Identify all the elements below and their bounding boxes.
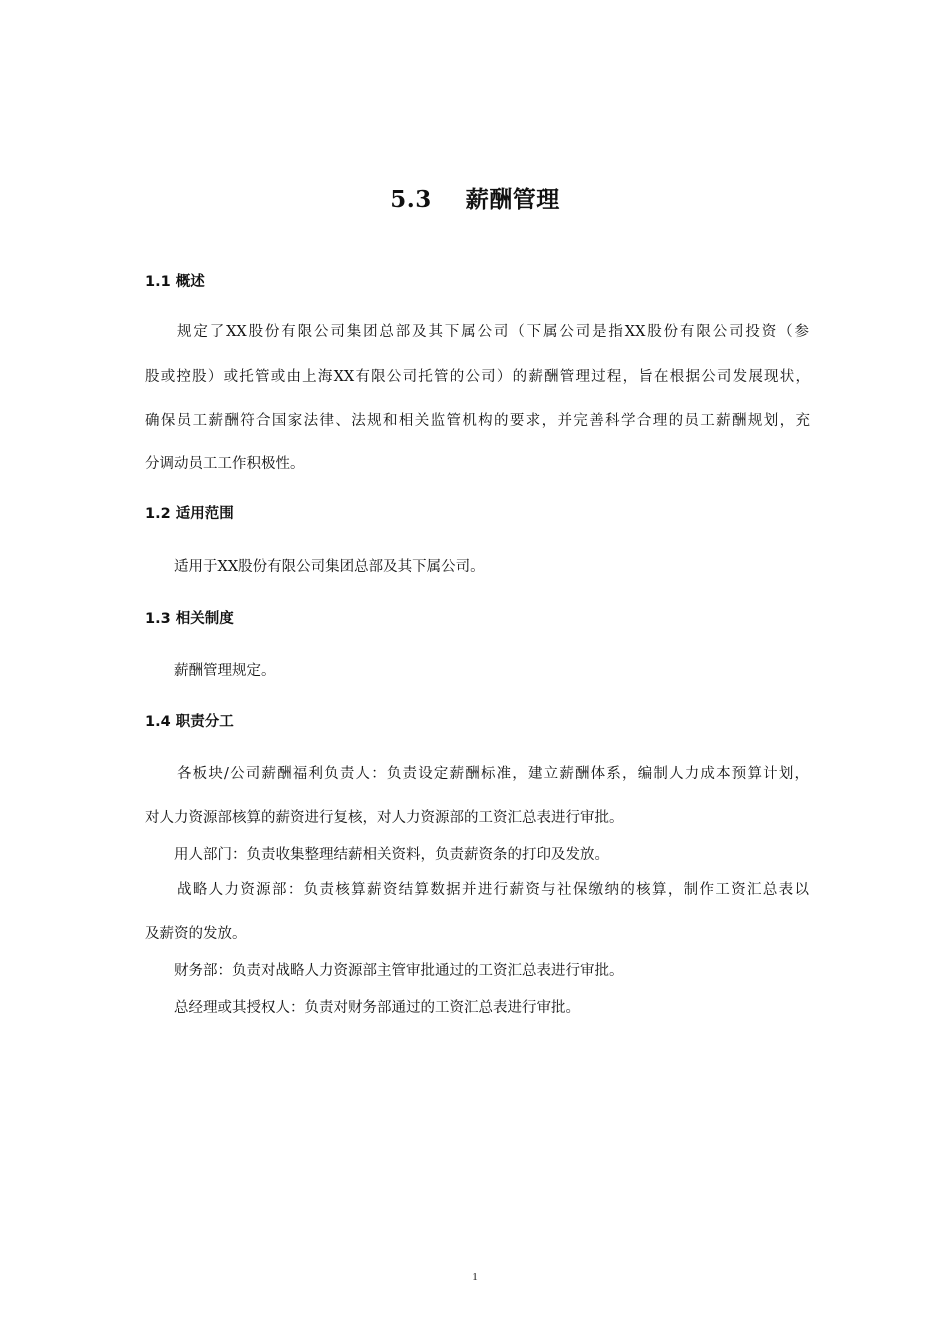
section-heading-related: 1.3 相关制度 [145,611,234,627]
overview-line-3: 确保员工薪酬符合国家法律、法规和相关监管机构的要求，并完善科学合理的员工薪酬规划，充 [145,413,810,429]
duties-line-7: 总经理或其授权人：负责对财务部通过的工资汇总表进行审批。 [174,1000,580,1016]
related-text: 薪酬管理规定。 [174,663,276,679]
section-heading-duties: 1.4 职责分工 [145,714,234,730]
duties-line-6: 财务部：负责对战略人力资源部主管审批通过的工资汇总表进行审批。 [174,963,624,979]
duties-line-5: 及薪资的发放。 [145,926,247,942]
section-heading-scope: 1.2 适用范围 [145,506,234,522]
title-text: 薪酬管理 [465,186,560,213]
overview-line-2: 股或控股）或托管或由上海XX有限公司托管的公司）的薪酬管理过程，旨在根据公司发展现状， [145,369,810,385]
duties-line-3: 用人部门：负责收集整理结薪相关资料，负责薪资条的打印及发放。 [174,847,609,863]
overview-line-4: 分调动员工工作积极性。 [145,456,305,472]
page-number: 1 [472,1271,478,1283]
duties-line-1: 各板块/公司薪酬福利负责人：负责设定薪酬标准，建立薪酬体系，编制人力成本预算计划， [177,766,809,782]
duties-line-4: 战略人力资源部：负责核算薪资结算数据并进行薪资与社保缴纳的核算，制作工资汇总表以 [177,882,809,898]
title-number: 5.3 [390,186,432,213]
page-title [0,181,950,214]
scope-text: 适用于XX股份有限公司集团总部及其下属公司。 [174,559,485,575]
overview-line-1: 规定了XX股份有限公司集团总部及其下属公司（下属公司是指XX股份有限公司投资（参 [177,324,809,340]
duties-line-2: 对人力资源部核算的薪资进行复核，对人力资源部的工资汇总表进行审批。 [145,810,624,826]
section-heading-overview: 1.1 概述 [145,274,205,290]
